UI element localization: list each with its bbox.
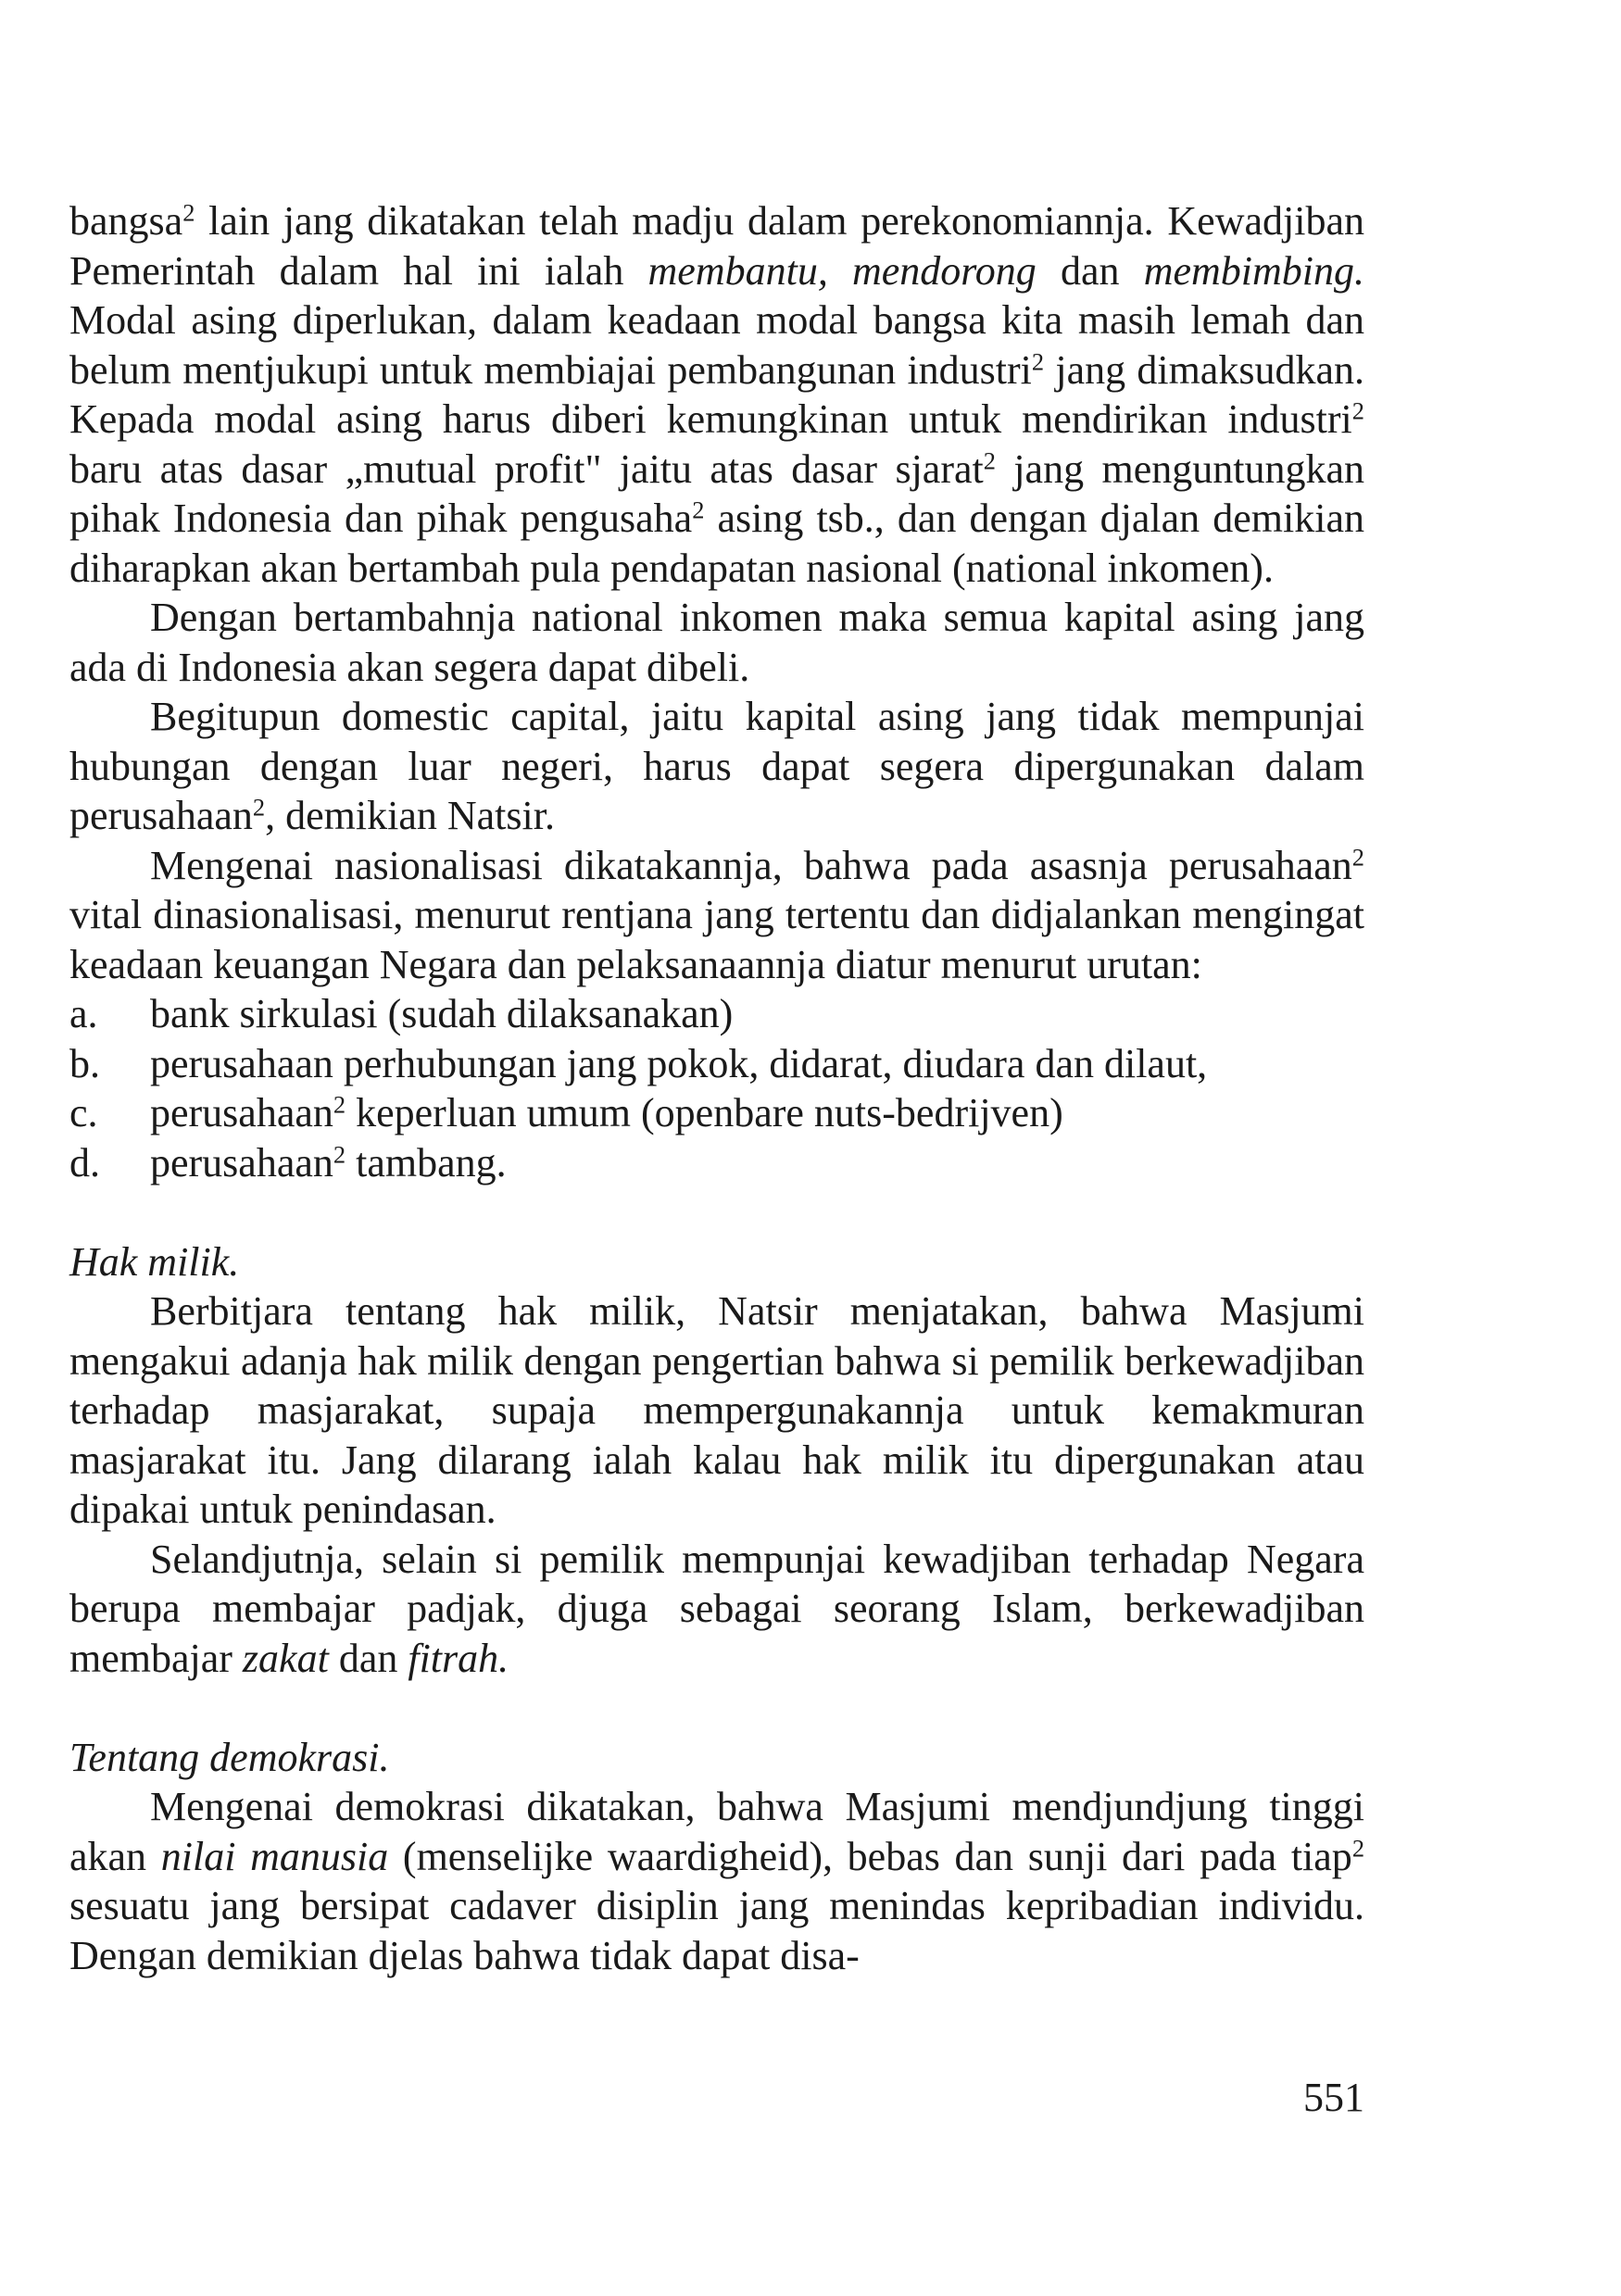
superscript: 2: [1351, 1833, 1365, 1862]
superscript: 2: [1031, 346, 1045, 375]
text-run: bangsa: [69, 198, 183, 244]
document-page: [69, 196, 1364, 1980]
text-run: Mengenai demokrasi dikatakan, bahwa Masjumi mendjundjung tinggi akan: [69, 1784, 1364, 1879]
list-marker: b.: [69, 1040, 100, 1086]
italic-text: zakat: [242, 1635, 329, 1681]
paragraph-hak-milik: Berbitjara tentang hak milik, Natsir menjatakan, bahwa Masjumi mengakui adanja hak milik dengan pengertian bahwa si pemilik berkewadjiban terhadap masjarakat, supaja mempergunakannja untuk kemakmuran masjarakat itu. Jang dilarang ialah kalau hak milik itu dipergunakan atau dipakai untuk penindasan.: [69, 1288, 1364, 1532]
text-run: lain jang dikatakan telah madju dalam perekonomiannja. Kewadjiban Pemerintah dalam hal ini ialah: [69, 198, 1364, 294]
text-run: sesuatu jang bersipat cadaver disiplin jang menindas kepribadian individu. Dengan demikian djelas bahwa tidak dapat disa-: [69, 1883, 1364, 1978]
text-run: Mengenai nasionalisasi dikatakannja, bahwa pada asasnja perusahaan: [150, 842, 1352, 888]
paragraph-modal-asing: [69, 196, 1364, 593]
list-item-text: perusahaan perhubungan jang pokok, didarat, diudara dan dilaut,: [150, 1040, 1208, 1086]
text-run: , demikian Natsir.: [265, 793, 555, 838]
list-item-text: perusahaan$^2$ tambang.: [150, 1139, 507, 1186]
text-run: Modal asing diperlukan, dalam keadaan modal bangsa kita masih lemah dan belum mentjukupi untuk membiajai pembangunan industri: [69, 297, 1364, 393]
paragraph-nasionalisasi: [69, 841, 1364, 990]
text-run: (menselijke waardigheid), bebas dan sunji dari pada tiap: [388, 1833, 1352, 1879]
paragraph-national-inkomen: Dengan bertambahnja national inkomen maka semua kapital asing jang ada di Indonesia akan segera dapat dibeli.: [69, 595, 1364, 690]
text-run: dan: [1036, 247, 1144, 294]
superscript: 2: [983, 445, 996, 474]
text-run: jang dimaksudkan. Kepada modal asing harus diberi kemungkinan untuk mendirikan industri: [69, 346, 1364, 442]
section-heading-hak-milik: Hak milik.: [69, 1238, 240, 1285]
page-number: 551: [1303, 2075, 1364, 2120]
superscript: 2: [692, 496, 705, 524]
list-marker: d.: [69, 1139, 100, 1186]
italic-text: fitrah.: [408, 1635, 509, 1681]
text-run: dan: [328, 1635, 408, 1681]
text-run: Selandjutnja, selain si pemilik mempunjai kewadjiban terhadap Negara berupa membajar padjak, djuga sebagai seorang Islam, berkewadjiban membajar: [69, 1536, 1364, 1681]
text-run: baru atas dasar „mutual profit" jaitu atas dasar sjarat: [69, 445, 984, 492]
superscript: 2: [182, 198, 195, 227]
list-item-text: bank sirkulasi (sudah dilaksanakan): [150, 991, 734, 1036]
italic-text: membimbing.: [1143, 247, 1364, 294]
list-item: [69, 989, 1364, 1039]
paragraph-demokrasi: [69, 1782, 1364, 1980]
superscript: 2: [333, 1090, 346, 1119]
paragraph-domestic-capital: [69, 692, 1364, 841]
nasionalisasi-list: [69, 989, 1364, 1187]
text-run: vital dinasionalisasi, menurut rentjana jang tertentu dan didjalankan mengingat keadaan keuangan Negara dan pelaksanaannja diatur menurut urutan:: [69, 892, 1364, 987]
section-heading-demokrasi: Tentang demokrasi.: [69, 1734, 390, 1780]
text-run: Begitupun domestic capital, jaitu kapital asing jang tidak mempunjai hubungan dengan luar negeri, harus dapat segera dipergunakan dalam perusahaan: [69, 694, 1364, 838]
list-item-text: perusahaan$^2$ keperluan umum (openbare nuts-bedrijven): [150, 1090, 1063, 1135]
paragraph-zakat-fitrah: [69, 1535, 1364, 1684]
list-marker: a.: [69, 991, 98, 1036]
text-run: jang menguntungkan pihak Indonesia dan pihak pengusaha: [69, 445, 1364, 541]
italic-text: membantu, mendorong: [647, 247, 1037, 294]
superscript: 2: [333, 1139, 346, 1168]
list-item: [69, 1088, 1364, 1138]
superscript: 2: [1351, 842, 1364, 871]
superscript: 2: [1351, 396, 1364, 425]
list-item: [69, 1039, 1364, 1089]
italic-text: nilai manusia: [160, 1833, 389, 1879]
superscript: 2: [252, 793, 266, 822]
list-item: [69, 1138, 1364, 1188]
text-run: asing tsb., dan dengan djalan demikian diharapkan akan bertambah pula pendapatan nasional (national inkomen).: [69, 496, 1364, 591]
list-marker: c.: [69, 1090, 98, 1135]
